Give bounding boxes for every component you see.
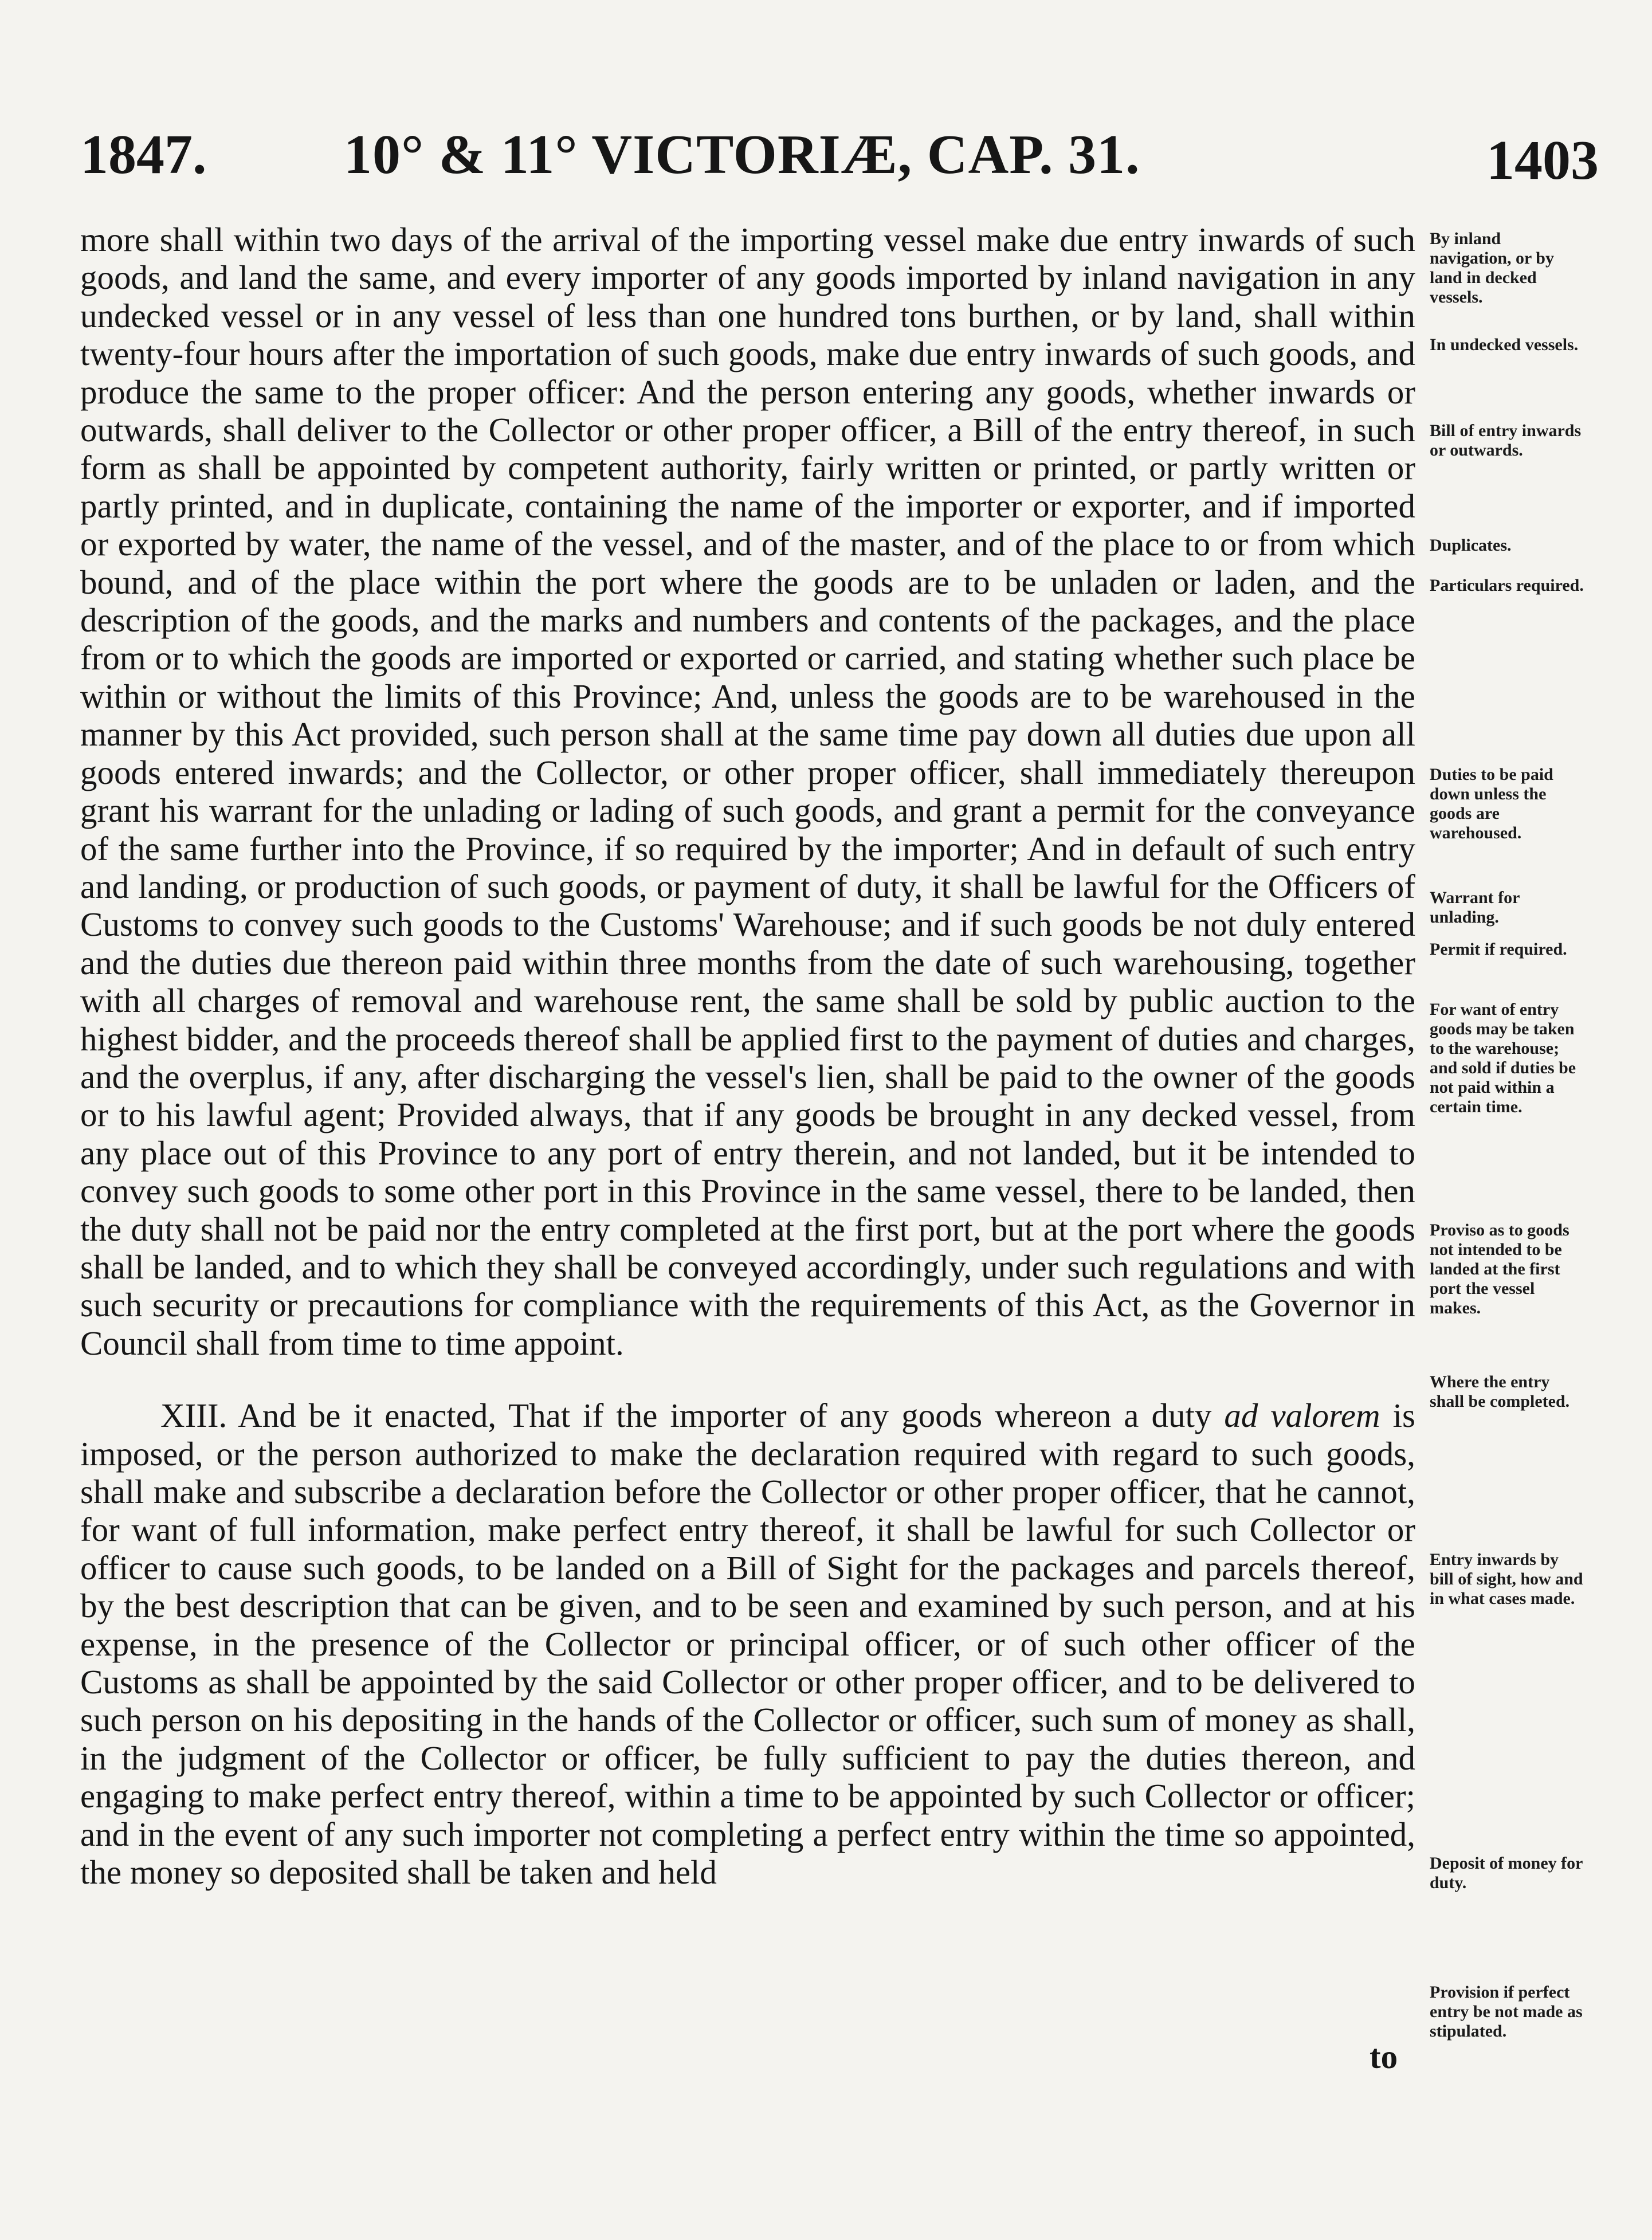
- margin-note: Bill of entry inwards or outwards.: [1430, 421, 1582, 460]
- margin-note: In undecked vessels.: [1430, 335, 1579, 354]
- margin-note: Deposit of money for duty.: [1430, 1854, 1583, 1892]
- paragraph-section-xiii: [80, 1396, 1415, 1891]
- margin-note: Proviso as to goods not intended to be landed at the first port the vessel makes.: [1430, 1221, 1569, 1317]
- page-header: [80, 117, 1599, 192]
- header-title: 10° & 11° VICTORIÆ, CAP. 31.: [344, 124, 1140, 186]
- margin-note: Provision if perfect entry be not made as stipulated.: [1430, 1983, 1583, 2041]
- margin-note: Duplicates.: [1430, 536, 1512, 555]
- body-text: [80, 221, 1415, 1891]
- margin-note: Warrant for unlading.: [1430, 888, 1520, 927]
- catchword: to: [1370, 2038, 1398, 2076]
- margin-note: Duties to be paid down unless the goods are warehoused.: [1430, 765, 1553, 842]
- margin-note: Entry inwards by bill of sight, how and in what cases made.: [1430, 1550, 1583, 1608]
- paragraph-continued: more shall within two days of the arrival of the importing vessel make due entry inwards of such goods, and land the same, and every importer of any goods imported by inland navigation in any undecked vessel or in any vessel of less than one hundred tons burthen, or by land, shall within twenty-four hours after the importation of such goods, make due entry inwards of such goods, and produce the same to the proper officer: And the person entering any goods, whether inwards or outwards, shall deliver to the Collector or other proper officer, a Bill of the entry thereof, in such form as shall be appointed by competent authority, fairly written or printed, or partly written or partly printed, and in duplicate, containing the name of the importer or exporter, and if imported or exported by water, the name of the vessel, and of the master, and of the place to or from which bound, and of the place within the port where the goods are to be unladen or laden, and the description of the goods, and the marks and numbers and contents of the packages, and the place from or to which the goods are imported or exported or carried, and stating whether such place be within or without the limits of this Province; And, unless the goods are to be warehoused in the manner by this Act provided, such person shall at the same time pay down all duties due upon all goods entered inwards; and the Collector, or other proper officer, shall immediately thereupon grant his warrant for the unlading or lading of such goods, and grant a permit for the conveyance of the same further into the Province, if so required by the importer; And in default of such entry and landing, or production of such goods, or payment of duty, it shall be lawful for the Officers of Customs to convey such goods to the Customs' Warehouse; and if such goods be not duly entered and the duties due thereon paid within three months from the date of such warehousing, together with all charges of removal and warehouse rent, the same shall be sold by public auction to the highest bidder, and the proceeds thereof shall be applied first to the payment of duties and charges, and the overplus, if any, after discharging the vessel's lien, shall be paid to the owner of the goods or to his lawful agent; Provided always, that if any goods be brought in any decked vessel, from any place out of this Province to any port of entry therein, and not landed, but it be intended to convey such goods to some other port in this Province in the same vessel, there to be landed, then the duty shall not be paid nor the entry completed at the first port, but at the port where the goods shall be landed, and to which they shall be conveyed accordingly, under such regulations and with such security or precautions for compliance with the requirements of this Act, as the Governor in Council shall from time to time appoint.: [80, 221, 1415, 1362]
- section-xiii-rest: is imposed, or the person authorized to make the declaration required with regard to such goods, shall make and subscribe a declaration before the Collector or other proper officer, that he cannot, for want of full information, make perfect entry thereof, it shall be lawful for such Collector or officer to cause such goods, to be landed on a Bill of Sight for the packages and parcels thereof, by the best description that can be given, and to be seen and examined by such person, and at his expense, in the presence of the Collector or principal officer, or of such other officer of the Customs as shall be appointed by the said Collector or other proper officer, and to be delivered to such person on his depositing in the hands of the Collector or officer, such sum of money as shall, in the judgment of the Collector or officer, be fully sufficient to pay the duties thereon, and engaging to make perfect entry thereof, within a time to be appointed by such Collector or officer; and in the event of any such importer not completing a perfect entry within the time so appointed, the money so deposited shall be taken and held: [80, 1396, 1415, 1892]
- margin-note: For want of entry goods may be taken to the warehouse; and sold if duties be not paid within a certain time.: [1430, 1000, 1576, 1116]
- margin-note: Particulars required.: [1430, 576, 1584, 595]
- page-number: 1403: [1486, 130, 1599, 191]
- margin-note: Permit if required.: [1430, 940, 1567, 959]
- margin-note: By inland navigation, or by land in decked vessels.: [1430, 229, 1554, 307]
- margin-note: Where the entry shall be completed.: [1430, 1372, 1570, 1411]
- header-year: 1847.: [80, 124, 207, 186]
- section-xiii-italic: ad valorem: [1224, 1396, 1380, 1435]
- section-xiii-lead: XIII. And be it enacted, That if the importer of any goods whereon a duty: [160, 1396, 1225, 1435]
